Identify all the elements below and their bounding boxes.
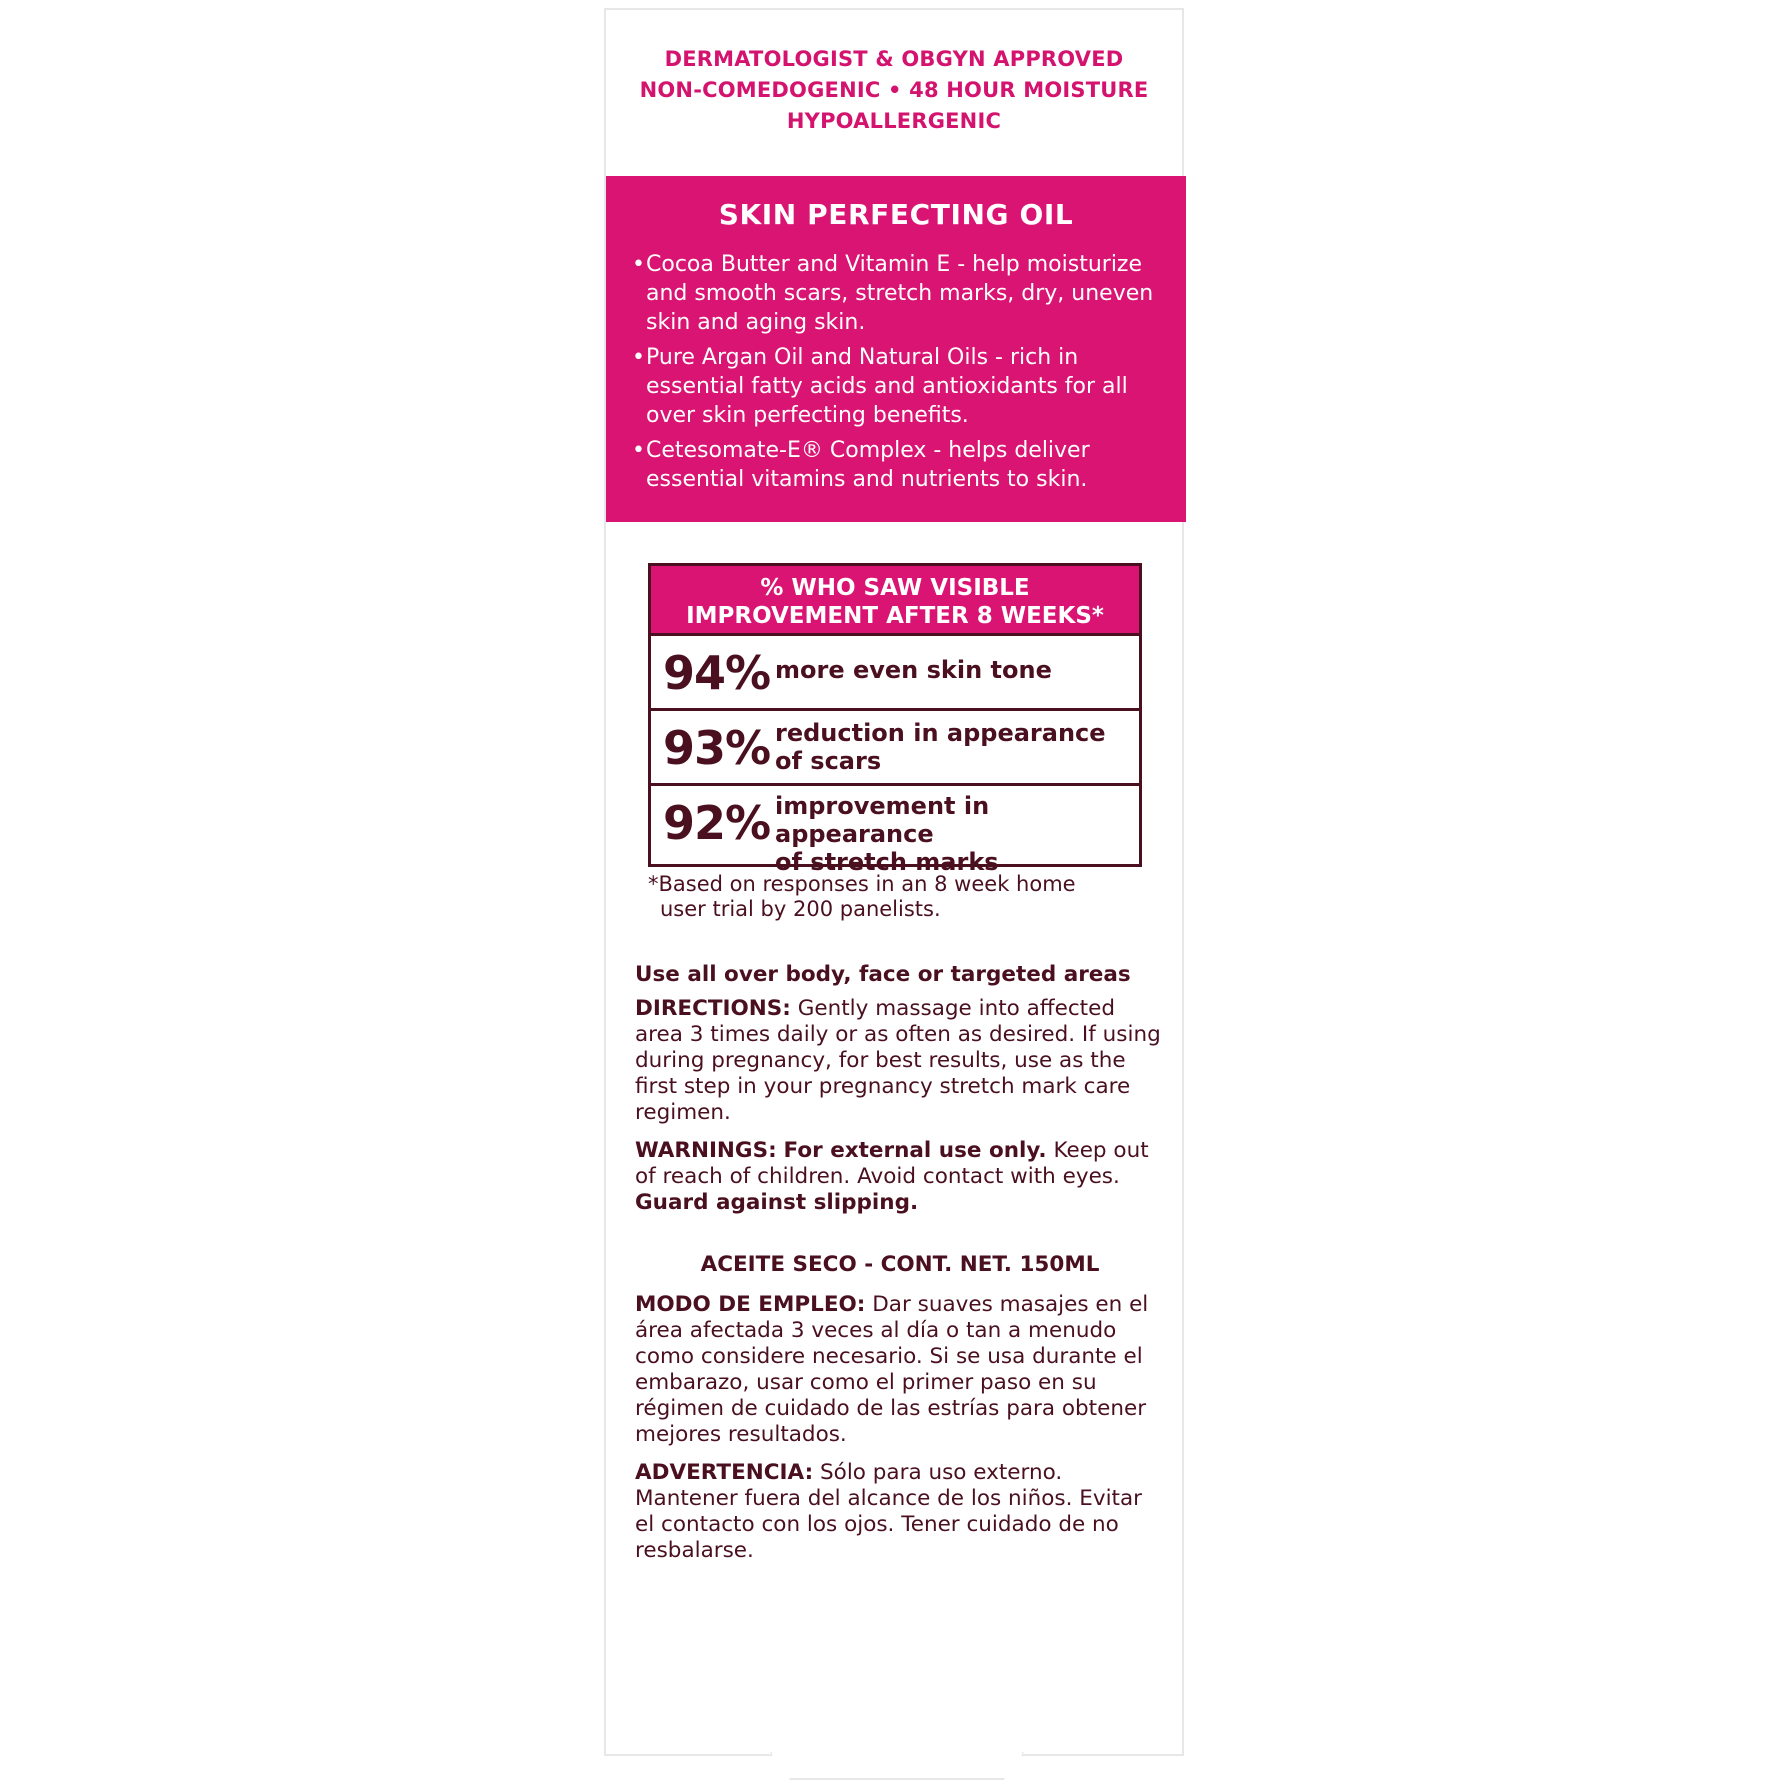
directions-text: Gently massage into affected area 3 times daily or as often as desired. If using during pregnancy, for best results, use as the first step in your pregnancy stretch mark care regimen. (635, 996, 1161, 1125)
results-table (648, 563, 1142, 876)
stat-text-line-2: of scars (775, 747, 882, 775)
results-heading-line-1: % WHO SAW VISIBLE (760, 575, 1030, 601)
package-tab (770, 1752, 1024, 1780)
stat-text (775, 792, 1139, 876)
warnings-paragraph (635, 1138, 1165, 1216)
stat-percent: 93% (663, 721, 771, 775)
benefit-list (632, 250, 1168, 500)
stat-row (651, 711, 1139, 786)
claim-line-1: DERMATOLOGIST & OBGYN APPROVED (664, 47, 1124, 71)
study-footnote (648, 872, 1118, 922)
advertencia-label: ADVERTENCIA: (635, 1460, 814, 1485)
benefit-item: • Cetesomate-E® Complex - helps deliver essential vitamins and nutrients to skin. (632, 436, 1168, 494)
footnote-line-2: user trial by 200 panelists. (660, 897, 941, 921)
directions-label: DIRECTIONS: (635, 996, 791, 1021)
results-heading (651, 566, 1139, 636)
stat-percent: 94% (663, 646, 771, 700)
approval-claims (606, 44, 1182, 137)
claim-line-2: NON-COMEDOGENIC • 48 HOUR MOISTURE (639, 78, 1149, 102)
modo-paragraph (635, 1292, 1165, 1448)
stat-text-line-2: of stretch marks (775, 848, 999, 876)
stat-text-line-1: improvement in appearance (775, 792, 990, 848)
warnings-bold: For external use only. (783, 1138, 1047, 1163)
benefit-item: • Pure Argan Oil and Natural Oils - rich in essential fatty acids and antioxidants for all over skin perfecting benefits. (632, 343, 1168, 430)
results-heading-line-2: IMPROVEMENT AFTER 8 WEEKS* (686, 603, 1104, 629)
stat-text (775, 719, 1106, 775)
warnings-label: WARNINGS: (635, 1138, 777, 1163)
stat-text (775, 656, 1052, 684)
advertencia-text: Sólo para uso externo. Mantener fuera del alcance de los niños. Evitar el contacto con los ojos. Tener cuidado de no resbalarse. (635, 1460, 1142, 1563)
stat-row (651, 636, 1139, 711)
stat-text-line-1: more even skin tone (775, 656, 1052, 684)
product-title: SKIN PERFECTING OIL (718, 198, 1074, 231)
usage-headline: Use all over body, face or targeted areas (635, 962, 1131, 987)
usage-section (635, 962, 1165, 1216)
stat-row (651, 786, 1139, 876)
product-band (606, 176, 1186, 522)
modo-label: MODO DE EMPLEO: (635, 1292, 866, 1317)
spanish-section (635, 1252, 1165, 1564)
stat-percent: 92% (663, 796, 771, 850)
warnings-text: Keep out of reach of children. Avoid contact with eyes. (635, 1138, 1149, 1189)
claim-line-3: HYPOALLERGENIC (786, 109, 1002, 133)
benefit-item: • Cocoa Butter and Vitamin E - help moisturize and smooth scars, stretch marks, dry, uneven skin and aging skin. (632, 250, 1168, 337)
warnings-bold-2: Guard against slipping. (635, 1190, 919, 1215)
directions-paragraph (635, 996, 1165, 1126)
modo-text: Dar suaves masajes en el área afectada 3 veces al día o tan a menudo como considere necesario. Si se usa durante el embarazo, usar como el primer paso en su régimen de cuidado de las estrías para obtener mejores resultados. (635, 1292, 1149, 1447)
net-contents: ACEITE SECO - CONT. NET. 150ML (700, 1252, 1100, 1277)
stat-text-line-1: reduction in appearance (775, 719, 1106, 747)
advertencia-paragraph (635, 1460, 1165, 1564)
footnote-line-1: *Based on responses in an 8 week home (648, 872, 1076, 896)
